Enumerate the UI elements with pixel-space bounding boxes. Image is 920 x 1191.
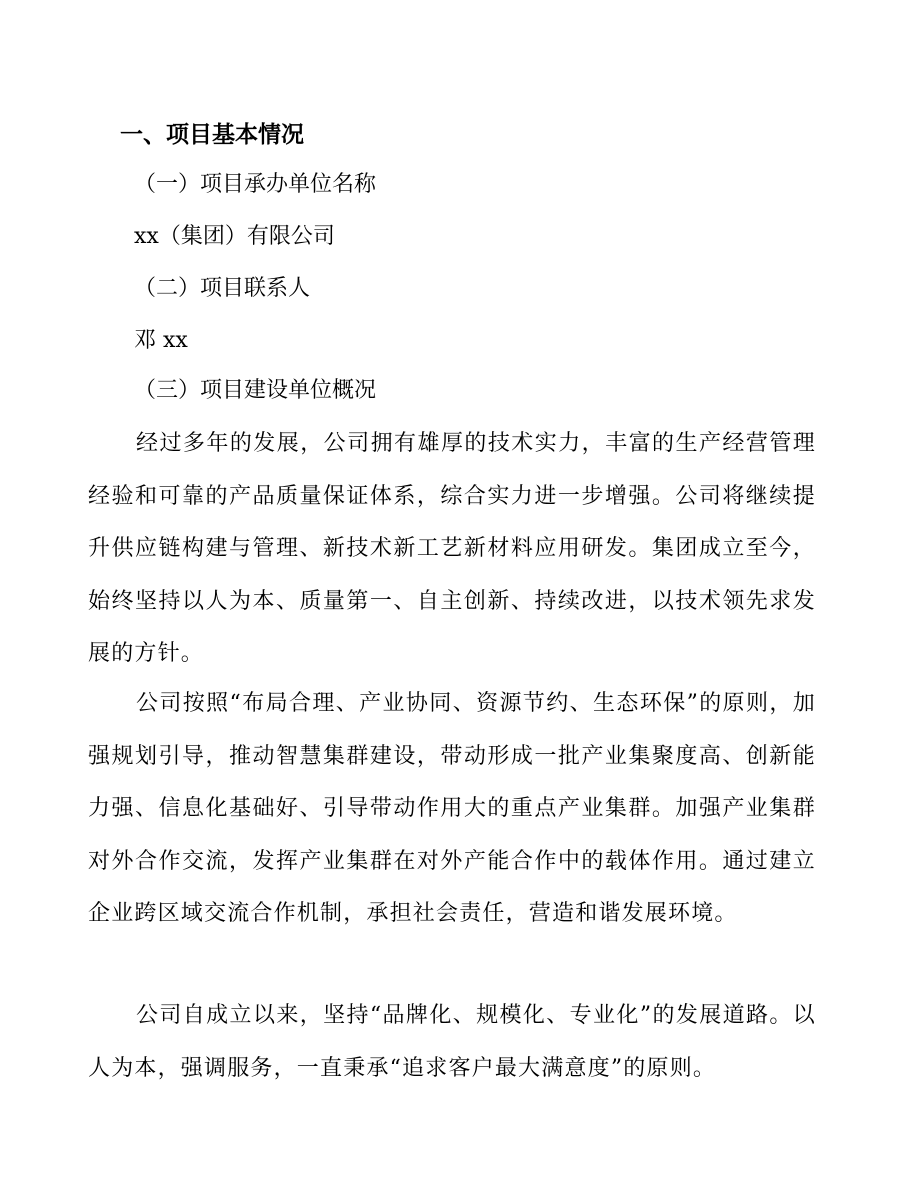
paragraph-3: 公司自成立以来，坚持“品牌化、规模化、专业化”的发展道路。以人为本，强调服务，一直秉承“追求客户最大满意度”的原则。 <box>88 1003 816 1081</box>
item-heading-1: （一）项目承办单位名称 <box>134 172 377 197</box>
paragraph-1: 经过多年的发展，公司拥有雄厚的技术实力，丰富的生产经营管理经验和可靠的产品质量保证体系，综合实力进一步增强。公司将继续提升供应链构建与管理、新技术新工艺新材料应用研发。集团成立至今，始终坚持以人为本、质量第一、自主创新、持续改进，以技术领先求发展的方针。 <box>88 431 816 666</box>
item-value-2: 邓 xx <box>134 328 188 353</box>
section-title: 一、项目基本情况 <box>120 122 304 148</box>
item-heading-3: （三）项目建设单位概况 <box>134 378 377 403</box>
paragraph-2: 公司按照“布局合理、产业协同、资源节约、生态环保”的原则，加强规划引导，推动智慧集群建设，带动形成一批产业集聚度高、创新能力强、信息化基础好、引导带动作用大的重点产业集群。加强产业集群对外合作交流，发挥产业集群在对外产能合作中的载体作用。通过建立企业跨区域交流合作机制，承担社会责任，营造和谐发展环境。 <box>88 691 816 926</box>
item-heading-2: （二）项目联系人 <box>134 276 311 301</box>
item-value-1: xx（集团）有限公司 <box>134 224 335 249</box>
